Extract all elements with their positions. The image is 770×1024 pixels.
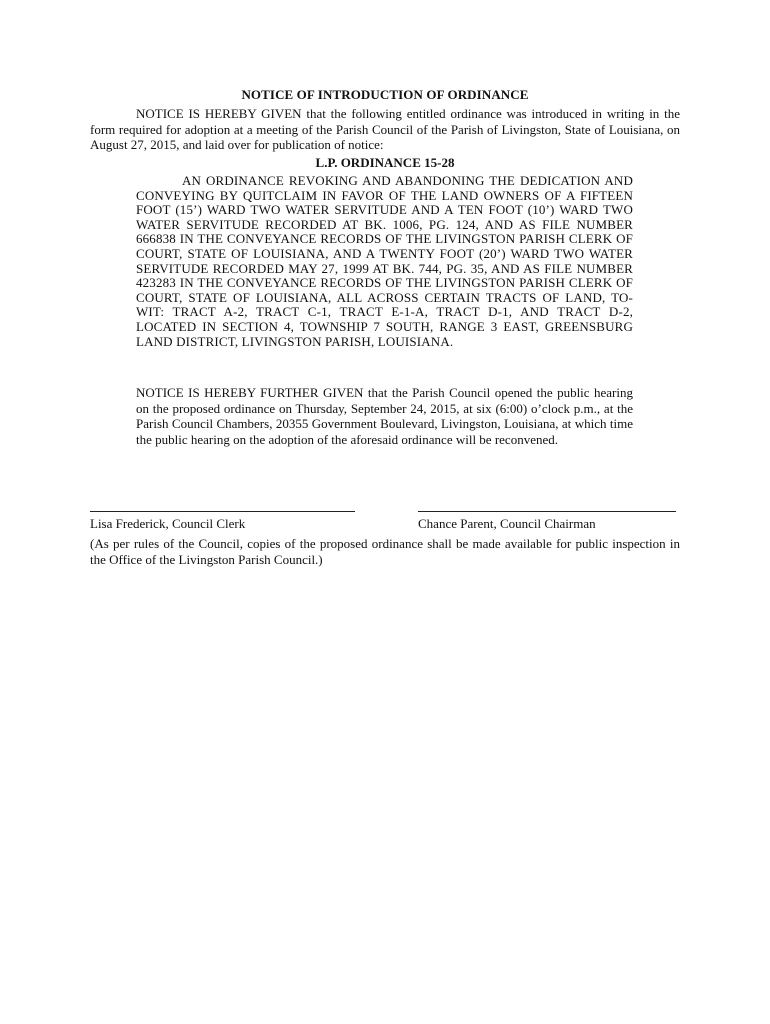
intro-paragraph: NOTICE IS HEREBY GIVEN that the following entitled ordinance was introduced in writing in the form required for adoption at a meeting of the Parish Council of the Parish of Livingston, State of Louisiana, on August 27, 2015, and laid over for publication of notice: bbox=[90, 106, 680, 152]
document-title: NOTICE OF INTRODUCTION OF ORDINANCE bbox=[241, 87, 529, 102]
signature-block-clerk bbox=[90, 511, 355, 532]
signature-line bbox=[418, 511, 676, 512]
ordinance-number: L.P. ORDINANCE 15-28 bbox=[315, 155, 455, 170]
signature-line bbox=[90, 511, 355, 512]
signature-name-chairman: Chance Parent, Council Chairman bbox=[418, 516, 596, 531]
signature-block-chairman bbox=[418, 511, 676, 532]
closing-note: (As per rules of the Council, copies of the proposed ordinance shall be made available for public inspection in the Office of the Livingston Parish Council.) bbox=[90, 536, 680, 567]
ordinance-title: AN ORDINANCE REVOKING AND ABANDONING THE DEDICATION AND CONVEYING BY QUITCLAIM IN FAVOR OF THE LAND OWNERS OF A FIFTEEN FOOT (15’) WARD TWO WATER SERVITUDE AND A TEN FOOT (10’) WARD TWO WATER SERVITUDE RECORDED AT BK. 1006, PG. 124, AND AS FILE NUMBER 666838 IN THE CONVEYANCE RECORDS OF THE LIVINGSTON PARISH CLERK OF COURT, STATE OF LOUISIANA, AND A TWENTY FOOT (20’) WARD TWO WATER SERVITUDE RECORDED MAY 27, 1999 AT BK. 744, PG. 35, AND AS FILE NUMBER 423283 IN THE CONVEYANCE RECORDS OF THE LIVINGSTON PARISH CLERK OF COURT, STATE OF LOUISIANA, ALL ACROSS CERTAIN TRACTS OF LAND, TO-WIT: TRACT A-2, TRACT C-1, TRACT E-1-A, TRACT D-1, AND TRACT D-2, LOCATED IN SECTION 4, TOWNSHIP 7 SOUTH, RANGE 3 EAST, GREENSBURG LAND DISTRICT, LIVINGSTON PARISH, LOUISIANA. bbox=[136, 173, 633, 349]
further-notice-paragraph: NOTICE IS HEREBY FURTHER GIVEN that the Parish Council opened the public hearing on the proposed ordinance on Thursday, September 24, 2015, at six (6:00) o’clock p.m., at the Parish Council Chambers, 20355 Government Boulevard, Livingston, Louisiana, at which time the public hearing on the adoption of the aforesaid ordinance will be reconvened. bbox=[136, 385, 633, 447]
signature-name-clerk: Lisa Frederick, Council Clerk bbox=[90, 516, 246, 531]
